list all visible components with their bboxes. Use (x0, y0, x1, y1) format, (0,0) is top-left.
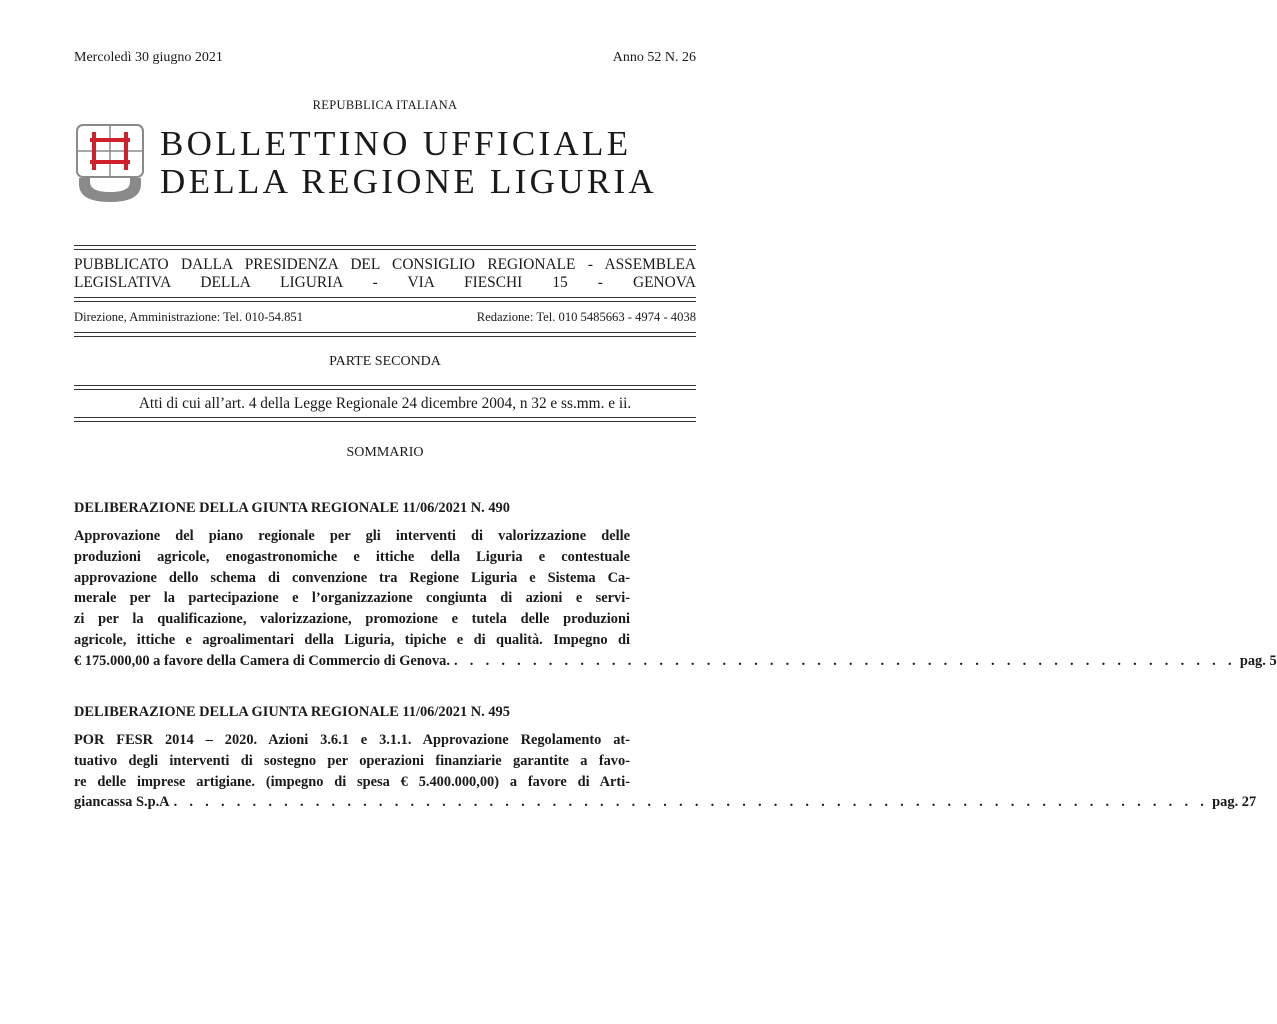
direzione-contact: Direzione, Amministrazione: Tel. 010-54.851 (74, 310, 304, 324)
double-rule (74, 332, 696, 337)
entry-summary (74, 730, 1257, 813)
entry-line: tuativo degli interventi di sostegno per operazioni finanziarie garantite a favo- (74, 752, 630, 769)
entry-last-line (74, 651, 1277, 672)
entry-line: zi per la qualificazione, valorizzazione, promozione e tutela delle produzioni (74, 611, 630, 628)
entry-line: merale per la partecipazione e l’organizzazione congiunta di azioni e servi- (74, 590, 630, 607)
dot-leader: . . . . . . . . . . . . . . . . . . . . . . . . . . . . . . . . . . . . . . . . . . . . . . . . . . . . . . . . . . . . . . . . . . (173, 794, 1209, 811)
bulletin-title-line1: BOLLETTINO UFFICIALE (160, 124, 632, 163)
entry-line: giancassa S.p.A (74, 794, 170, 811)
entry-line: POR FESR 2014 – 2020. Azioni 3.6.1 e 3.1.1. Approvazione Regolamento at- (74, 732, 630, 748)
dot-leader: . . . . . . . . . . . . . . . . . . . . . . . . . . . . . . . . . . . . . . . . . . . . . . . . . . (453, 652, 1236, 669)
publisher-line: PUBBLICATO DALLA PRESIDENZA DEL CONSIGLIO REGIONALE - ASSEMBLEA (74, 256, 696, 273)
redazione-contact: Redazione: Tel. 010 5485663 - 4974 - 4038 (476, 310, 696, 324)
issue-date: Mercoledì 30 giugno 2021 (74, 50, 223, 65)
liguria-region-shield-icon (76, 124, 144, 204)
issue-number: Anno 52 N. 26 (612, 50, 696, 65)
page-reference[interactable]: pag. 5 (1239, 652, 1277, 669)
entry-heading: DELIBERAZIONE DELLA GIUNTA REGIONALE 11/06/2021 N. 495 (74, 704, 510, 720)
double-rule (74, 385, 696, 390)
entry-line: re delle imprese artigiane. (impegno di spesa € 5.400.000,00) a favore di Arti- (74, 773, 630, 790)
bulletin-title-line2: DELLA REGIONE LIGURIA (160, 162, 658, 201)
atti-subtitle: Atti di cui all’art. 4 della Legge Regionale 24 dicembre 2004, n 32 e ss.mm. e ii. (138, 395, 632, 412)
entry-line: agricole, ittiche e agroalimentari della Liguria, tipiche e di qualità. Impegno di (74, 631, 630, 648)
entry-line: produzioni agricole, enogastronomiche e ittiche della Liguria e contestuale (74, 548, 630, 565)
double-rule (74, 417, 696, 422)
entry-last-line (74, 792, 1257, 813)
sommario-heading: SOMMARIO (346, 445, 424, 460)
entry-line: € 175.000,00 a favore della Camera di Commercio di Genova. (74, 652, 450, 669)
entry-summary (74, 526, 1277, 672)
double-rule (74, 245, 696, 250)
page-reference[interactable]: pag. 27 (1212, 794, 1257, 811)
publisher-line: LEGISLATIVA DELLA LIGURIA - VIA FIESCHI 15 - GENOVA (74, 274, 696, 291)
entry-heading: DELIBERAZIONE DELLA GIUNTA REGIONALE 11/06/2021 N. 490 (74, 500, 510, 516)
entry-line: approvazione dello schema di convenzione tra Regione Liguria e Sistema Ca- (74, 569, 630, 586)
parte-heading: PARTE SECONDA (329, 354, 441, 369)
entry-line: Approvazione del piano regionale per gli interventi di valorizzazione delle (74, 528, 630, 544)
republic-label: REPUBBLICA ITALIANA (312, 98, 458, 112)
publisher-block (74, 256, 696, 292)
double-rule (74, 297, 696, 302)
